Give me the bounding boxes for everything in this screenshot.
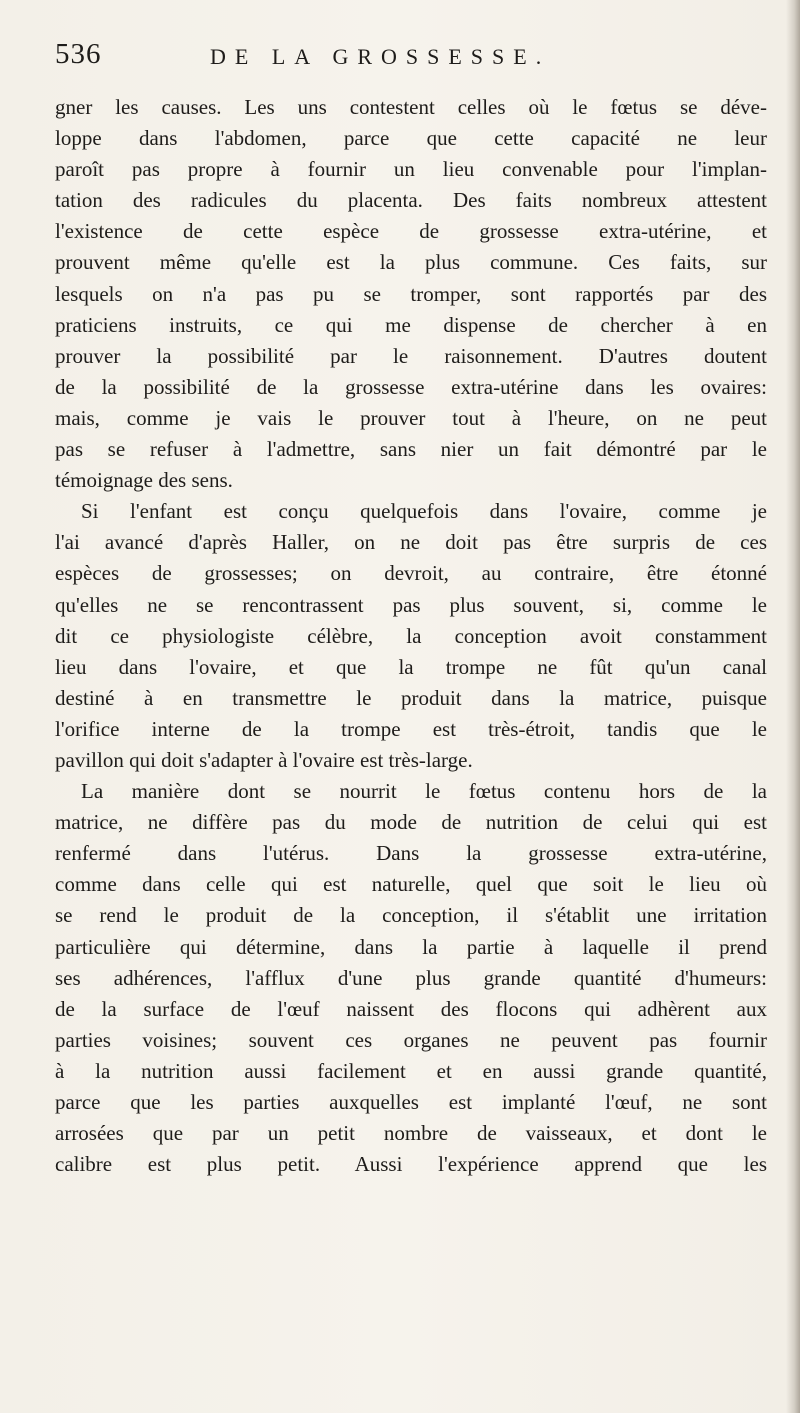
- text-line: renfermé dans l'utérus. Dans la grossesse extra-utérine,: [55, 841, 767, 866]
- text-line: La manière dont se nourrit le fœtus contenu hors de la: [81, 779, 767, 804]
- text-line: mais, comme je vais le prouver tout à l'heure, on ne peut: [55, 405, 767, 430]
- text-line: parties voisines; souvent ces organes ne peuvent pas fournir: [55, 1027, 767, 1052]
- text-line: l'ai avancé d'après Haller, on ne doit pas être surpris de ces: [55, 530, 767, 555]
- text-line: comme dans celle qui est naturelle, quel que soit le lieu où: [55, 872, 767, 897]
- text-line: pas se refuser à l'admettre, sans nier un fait démontré par le: [55, 437, 767, 462]
- text-line: à la nutrition aussi facilement et en aussi grande quantité,: [55, 1058, 767, 1083]
- text-line: espèces de grossesses; on devroit, au contraire, être étonné: [55, 561, 767, 586]
- text-line: qu'elles ne se rencontrassent pas plus souvent, si, comme le: [55, 592, 767, 617]
- text-line: calibre est plus petit. Aussi l'expérience apprend que les: [55, 1152, 767, 1177]
- text-line: prouver la possibilité par le raisonnement. D'autres doutent: [55, 343, 767, 368]
- text-line: ses adhérences, l'afflux d'une plus grande quantité d'humeurs:: [55, 965, 767, 990]
- text-line: gner les causes. Les uns contestent celles où le fœtus se déve-: [55, 95, 767, 119]
- text-line: praticiens instruits, ce qui me dispense de chercher à en: [55, 312, 767, 337]
- running-title: DE LA GROSSESSE.: [210, 44, 551, 69]
- text-line: témoignage des sens.: [55, 468, 233, 493]
- text-line: prouvent même qu'elle est la plus commune. Ces faits, sur: [55, 250, 767, 275]
- text-line: lieu dans l'ovaire, et que la trompe ne fût qu'un canal: [55, 654, 767, 679]
- text-line: de la surface de l'œuf naissent des flocons qui adhèrent aux: [55, 996, 767, 1021]
- text-line: particulière qui détermine, dans la partie à laquelle il prend: [55, 934, 767, 959]
- text-line: lesquels on n'a pas pu se tromper, sont rapportés par des: [55, 281, 767, 306]
- text-line: se rend le produit de la conception, il s'établit une irritation: [55, 903, 767, 928]
- text-line: tation des radicules du placenta. Des faits nombreux attestent: [55, 188, 767, 213]
- text-line: parce que les parties auxquelles est implanté l'œuf, ne sont: [55, 1090, 767, 1114]
- text-line: pavillon qui doit s'adapter à l'ovaire est très-large.: [55, 747, 473, 772]
- page-header: [55, 38, 755, 78]
- text-line: paroît pas propre à fournir un lieu convenable pour l'implan-: [55, 157, 767, 182]
- text-line: destiné à en transmettre le produit dans la matrice, puisque: [55, 685, 767, 710]
- text-line: matrice, ne diffère pas du mode de nutrition de celui qui est: [55, 810, 767, 835]
- page-edge-shadow: [786, 0, 800, 1413]
- text-line: arrosées que par un petit nombre de vaisseaux, et dont le: [55, 1121, 767, 1146]
- text-line: Si l'enfant est conçu quelquefois dans l'ovaire, comme je: [81, 499, 767, 524]
- text-line: dit ce physiologiste célèbre, la conception avoit constamment: [55, 623, 767, 648]
- page-number: 536: [55, 38, 102, 70]
- text-line: l'existence de cette espèce de grossesse extra-utérine, et: [55, 219, 767, 244]
- body-text: [55, 92, 767, 1180]
- text-line: de la possibilité de la grossesse extra-utérine dans les ovaires:: [55, 374, 767, 399]
- text-line: loppe dans l'abdomen, parce que cette capacité ne leur: [55, 126, 767, 151]
- text-line: l'orifice interne de la trompe est très-étroit, tandis que le: [55, 716, 767, 741]
